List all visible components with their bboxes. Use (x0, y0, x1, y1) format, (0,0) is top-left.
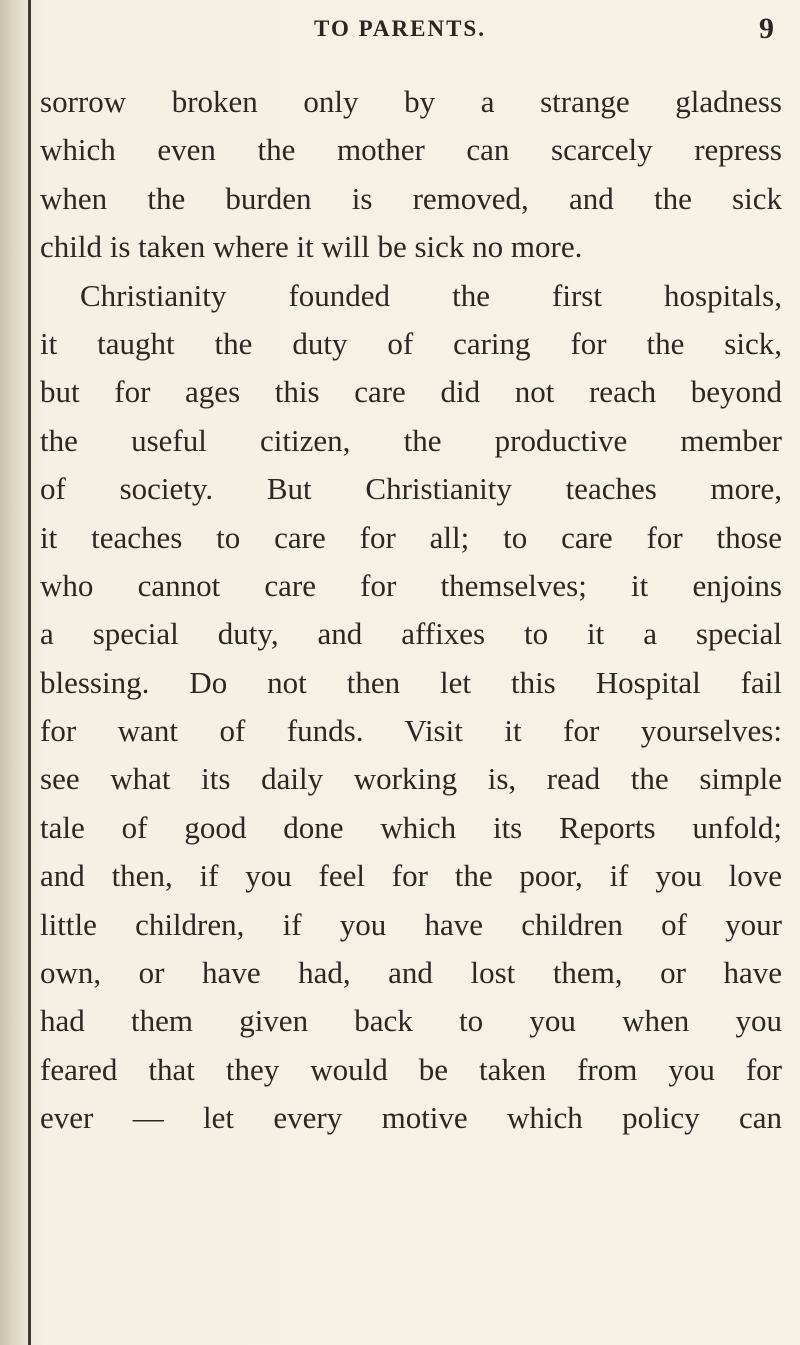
page-header (0, 10, 800, 50)
page-number: 9 (759, 12, 774, 45)
text-line: ever — let every motive which policy can (40, 1100, 782, 1136)
text-line: it teaches to care for all; to care for those (40, 519, 782, 555)
text-line: child is taken where it will be sick no more. (40, 229, 583, 265)
running-head: TO PARENTS. (314, 16, 486, 41)
text-line: who cannot care for themselves; it enjoins (40, 567, 782, 603)
text-line: of society. But Christianity teaches more, (40, 471, 782, 507)
text-line: own, or have had, and lost them, or have (40, 955, 782, 991)
text-line: and then, if you feel for the poor, if you love (40, 858, 782, 894)
text-line: little children, if you have children of your (40, 906, 782, 942)
text-line: had them given back to you when you (40, 1003, 782, 1039)
body-text (40, 78, 782, 1143)
text-line: sorrow broken only by a strange gladness (40, 84, 782, 119)
binding-edge (28, 0, 31, 1345)
paragraph-first-line: Christianity founded the first hospitals, (80, 277, 782, 313)
text-line: it taught the duty of caring for the sick, (40, 325, 782, 361)
text-line: feared that they would be taken from you for (40, 1051, 782, 1087)
text-line: see what its daily working is, read the simple (40, 761, 782, 797)
text-line: tale of good done which its Reports unfold; (40, 809, 782, 845)
page-gutter-shadow (0, 0, 30, 1345)
text-line: when the burden is removed, and the sick (40, 180, 782, 216)
text-line: for want of funds. Visit it for yourselves: (40, 713, 782, 749)
text-line: blessing. Do not then let this Hospital fail (40, 664, 782, 700)
text-line: but for ages this care did not reach beyond (40, 374, 782, 410)
text-line: which even the mother can scarcely repress (40, 132, 782, 168)
text-line: a special duty, and affixes to it a special (40, 616, 782, 652)
text-line: the useful citizen, the productive member (40, 422, 782, 458)
